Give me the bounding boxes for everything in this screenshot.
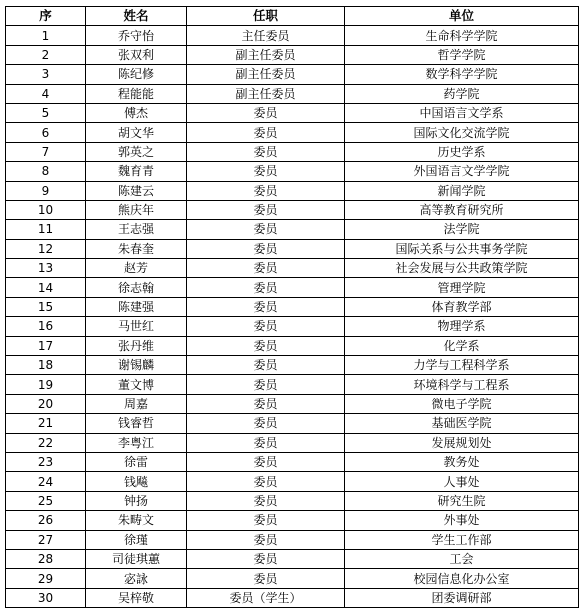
cell-position: 委员 — [187, 452, 345, 471]
cell-index: 2 — [6, 45, 86, 64]
cell-position: 委员 — [187, 414, 345, 433]
header-row — [6, 7, 579, 26]
cell-index: 27 — [6, 530, 86, 549]
cell-name: 马世红 — [86, 317, 187, 336]
cell-name: 熊庆年 — [86, 200, 187, 219]
cell-name: 司徒琪蕙 — [86, 549, 187, 568]
table-row — [6, 375, 579, 394]
cell-unit: 历史学系 — [345, 142, 579, 161]
cell-position: 委员 — [187, 472, 345, 491]
table-row — [6, 200, 579, 219]
cell-position: 委员 — [187, 491, 345, 510]
cell-name: 张双利 — [86, 45, 187, 64]
cell-position: 委员 — [187, 297, 345, 316]
cell-position: 委员（学生） — [187, 588, 345, 607]
header-position: 任职 — [187, 7, 345, 26]
table-row — [6, 317, 579, 336]
table-row — [6, 336, 579, 355]
cell-name: 陈建云 — [86, 181, 187, 200]
cell-position: 委员 — [187, 336, 345, 355]
cell-index: 28 — [6, 549, 86, 568]
cell-name: 钱睿哲 — [86, 414, 187, 433]
cell-unit: 外国语言文学学院 — [345, 162, 579, 181]
cell-unit: 管理学院 — [345, 278, 579, 297]
cell-name: 张丹维 — [86, 336, 187, 355]
header-unit: 单位 — [345, 7, 579, 26]
table-row — [6, 414, 579, 433]
cell-position: 委员 — [187, 511, 345, 530]
cell-position: 委员 — [187, 317, 345, 336]
cell-position: 委员 — [187, 162, 345, 181]
cell-position: 委员 — [187, 142, 345, 161]
table-row — [6, 123, 579, 142]
cell-unit: 高等教育研究所 — [345, 200, 579, 219]
cell-unit: 数学科学学院 — [345, 65, 579, 84]
cell-name: 徐志翰 — [86, 278, 187, 297]
cell-unit: 外事处 — [345, 511, 579, 530]
cell-index: 25 — [6, 491, 86, 510]
cell-unit: 基础医学院 — [345, 414, 579, 433]
cell-name: 魏育青 — [86, 162, 187, 181]
cell-unit: 人事处 — [345, 472, 579, 491]
cell-position: 主任委员 — [187, 26, 345, 45]
cell-index: 11 — [6, 220, 86, 239]
cell-position: 委员 — [187, 433, 345, 452]
table-row — [6, 142, 579, 161]
table-row — [6, 84, 579, 103]
cell-name: 徐雷 — [86, 452, 187, 471]
cell-position: 委员 — [187, 220, 345, 239]
cell-unit: 生命科学学院 — [345, 26, 579, 45]
cell-unit: 哲学学院 — [345, 45, 579, 64]
header-name: 姓名 — [86, 7, 187, 26]
cell-index: 3 — [6, 65, 86, 84]
cell-index: 12 — [6, 239, 86, 258]
roster-table-container — [5, 6, 579, 608]
cell-unit: 中国语言文学系 — [345, 103, 579, 122]
cell-index: 9 — [6, 181, 86, 200]
cell-unit: 发展规划处 — [345, 433, 579, 452]
cell-position: 副主任委员 — [187, 65, 345, 84]
header-index: 序 — [6, 7, 86, 26]
cell-name: 宓詠 — [86, 569, 187, 588]
cell-name: 程能能 — [86, 84, 187, 103]
table-header — [6, 7, 579, 26]
cell-position: 委员 — [187, 123, 345, 142]
cell-name: 徐瑾 — [86, 530, 187, 549]
cell-position: 副主任委员 — [187, 84, 345, 103]
cell-unit: 新闻学院 — [345, 181, 579, 200]
cell-name: 王志强 — [86, 220, 187, 239]
cell-index: 24 — [6, 472, 86, 491]
cell-index: 30 — [6, 588, 86, 607]
cell-name: 钱飚 — [86, 472, 187, 491]
cell-position: 委员 — [187, 278, 345, 297]
cell-index: 4 — [6, 84, 86, 103]
cell-index: 6 — [6, 123, 86, 142]
cell-index: 8 — [6, 162, 86, 181]
cell-name: 乔守怡 — [86, 26, 187, 45]
cell-unit: 力学与工程科学系 — [345, 356, 579, 375]
cell-index: 23 — [6, 452, 86, 471]
table-row — [6, 259, 579, 278]
table-row — [6, 26, 579, 45]
table-row — [6, 297, 579, 316]
cell-index: 15 — [6, 297, 86, 316]
cell-position: 委员 — [187, 375, 345, 394]
cell-name: 钟扬 — [86, 491, 187, 510]
table-row — [6, 530, 579, 549]
cell-index: 7 — [6, 142, 86, 161]
table-row — [6, 181, 579, 200]
cell-position: 委员 — [187, 569, 345, 588]
cell-unit: 物理学系 — [345, 317, 579, 336]
table-row — [6, 452, 579, 471]
cell-index: 10 — [6, 200, 86, 219]
cell-position: 副主任委员 — [187, 45, 345, 64]
cell-unit: 微电子学院 — [345, 394, 579, 413]
cell-name: 胡文华 — [86, 123, 187, 142]
table-body — [6, 26, 579, 608]
cell-index: 20 — [6, 394, 86, 413]
table-row — [6, 278, 579, 297]
cell-unit: 国际文化交流学院 — [345, 123, 579, 142]
cell-unit: 研究生院 — [345, 491, 579, 510]
cell-name: 陈纪修 — [86, 65, 187, 84]
cell-name: 傅杰 — [86, 103, 187, 122]
cell-unit: 社会发展与公共政策学院 — [345, 259, 579, 278]
cell-name: 周嘉 — [86, 394, 187, 413]
cell-name: 陈建强 — [86, 297, 187, 316]
cell-unit: 环境科学与工程系 — [345, 375, 579, 394]
table-row — [6, 65, 579, 84]
cell-unit: 药学院 — [345, 84, 579, 103]
table-row — [6, 356, 579, 375]
table-row — [6, 103, 579, 122]
cell-index: 14 — [6, 278, 86, 297]
cell-name: 朱畴文 — [86, 511, 187, 530]
table-row — [6, 588, 579, 607]
cell-index: 5 — [6, 103, 86, 122]
cell-index: 16 — [6, 317, 86, 336]
cell-name: 谢锡麟 — [86, 356, 187, 375]
cell-index: 17 — [6, 336, 86, 355]
table-row — [6, 239, 579, 258]
cell-index: 22 — [6, 433, 86, 452]
table-row — [6, 394, 579, 413]
cell-index: 1 — [6, 26, 86, 45]
table-row — [6, 45, 579, 64]
cell-index: 18 — [6, 356, 86, 375]
table-row — [6, 472, 579, 491]
cell-position: 委员 — [187, 200, 345, 219]
table-row — [6, 433, 579, 452]
cell-index: 21 — [6, 414, 86, 433]
cell-position: 委员 — [187, 356, 345, 375]
cell-name: 李粤江 — [86, 433, 187, 452]
cell-position: 委员 — [187, 394, 345, 413]
cell-name: 赵芳 — [86, 259, 187, 278]
cell-unit: 学生工作部 — [345, 530, 579, 549]
cell-index: 26 — [6, 511, 86, 530]
cell-unit: 团委调研部 — [345, 588, 579, 607]
cell-name: 董文博 — [86, 375, 187, 394]
table-row — [6, 549, 579, 568]
cell-name: 郭英之 — [86, 142, 187, 161]
cell-unit: 工会 — [345, 549, 579, 568]
cell-position: 委员 — [187, 181, 345, 200]
cell-position: 委员 — [187, 530, 345, 549]
cell-index: 13 — [6, 259, 86, 278]
table-row — [6, 162, 579, 181]
cell-unit: 化学系 — [345, 336, 579, 355]
table-row — [6, 511, 579, 530]
cell-index: 19 — [6, 375, 86, 394]
cell-unit: 体育教学部 — [345, 297, 579, 316]
cell-position: 委员 — [187, 549, 345, 568]
table-row — [6, 491, 579, 510]
table-row — [6, 220, 579, 239]
cell-position: 委员 — [187, 103, 345, 122]
cell-unit: 教务处 — [345, 452, 579, 471]
cell-position: 委员 — [187, 239, 345, 258]
committee-roster-table — [5, 6, 579, 608]
cell-name: 朱春奎 — [86, 239, 187, 258]
table-row — [6, 569, 579, 588]
cell-position: 委员 — [187, 259, 345, 278]
cell-unit: 法学院 — [345, 220, 579, 239]
cell-unit: 国际关系与公共事务学院 — [345, 239, 579, 258]
cell-index: 29 — [6, 569, 86, 588]
cell-name: 吴梓敬 — [86, 588, 187, 607]
cell-unit: 校园信息化办公室 — [345, 569, 579, 588]
